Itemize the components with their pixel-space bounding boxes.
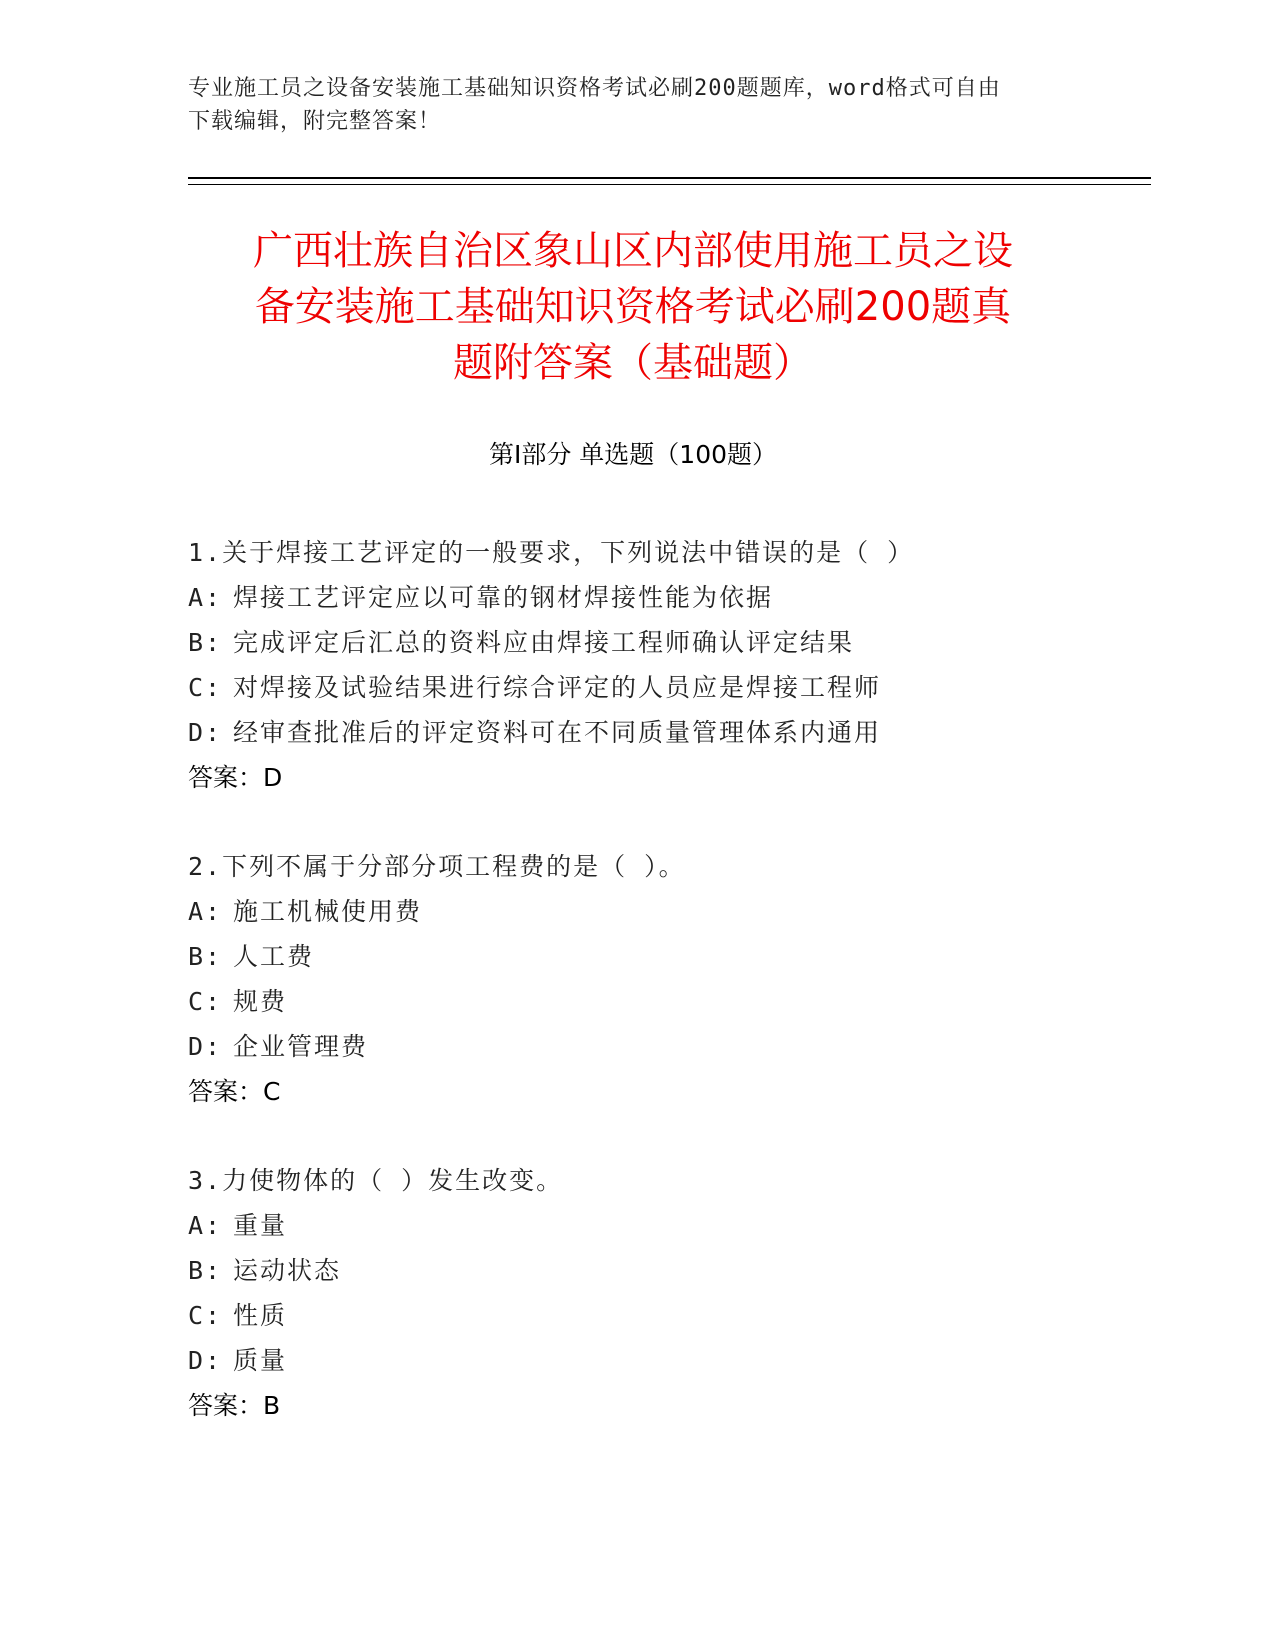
option-a <box>188 1203 1088 1248</box>
option-key: C: <box>188 987 223 1016</box>
option-key: D: <box>188 1032 223 1061</box>
option-b <box>188 1248 1088 1293</box>
option-key: D: <box>188 718 223 747</box>
option-text: 运动状态 <box>233 1256 342 1285</box>
option-text: 经审查批准后的评定资料可在不同质量管理体系内通用 <box>233 718 882 747</box>
option-key: B: <box>188 942 223 971</box>
document-title-line-2: 备安装施工基础知识资格考试必刷200题真 <box>254 284 1012 330</box>
option-d <box>188 710 1088 755</box>
option-text: 人工费 <box>233 942 315 971</box>
option-text: 完成评定后汇总的资料应由焊接工程师确认评定结果 <box>233 628 855 657</box>
question-stem: 2.下列不属于分部分项工程费的是（ ）。 <box>188 852 686 881</box>
option-text: 性质 <box>233 1301 288 1330</box>
question-list <box>188 530 1088 1472</box>
option-key: A: <box>188 583 223 612</box>
option-b <box>188 620 1088 665</box>
option-d <box>188 1338 1088 1383</box>
header-divider-thick <box>188 177 1151 179</box>
option-text: 施工机械使用费 <box>233 897 423 926</box>
header-note <box>188 72 1088 138</box>
option-text: 焊接工艺评定应以可靠的钢材焊接性能为依据 <box>233 583 774 612</box>
section-heading: 第I部分 单选题（100题） <box>488 440 778 469</box>
document-title-line-1: 广西壮族自治区象山区内部使用施工员之设 <box>253 228 1013 274</box>
header-note-line-2: 下载编辑，附完整答案！ <box>188 109 442 134</box>
header-divider-thin <box>188 184 1151 185</box>
option-c <box>188 1293 1088 1338</box>
question-stem: 3.力使物体的（ ）发生改变。 <box>188 1166 564 1195</box>
document-title <box>188 223 1078 391</box>
option-d <box>188 1024 1088 1069</box>
option-b <box>188 934 1088 979</box>
option-key: C: <box>188 673 223 702</box>
option-key: B: <box>188 1256 223 1285</box>
header-note-line-1: 专业施工员之设备安装施工基础知识资格考试必刷200题题库，word格式可自由 <box>188 76 1001 101</box>
question-1 <box>188 530 1088 800</box>
option-text: 质量 <box>233 1346 288 1375</box>
question-stem: 1.关于焊接工艺评定的一般要求，下列说法中错误的是（ ） <box>188 538 915 567</box>
answer: 答案：C <box>188 1077 281 1106</box>
option-key: D: <box>188 1346 223 1375</box>
option-c <box>188 979 1088 1024</box>
option-text: 重量 <box>233 1211 288 1240</box>
option-key: A: <box>188 1211 223 1240</box>
option-key: B: <box>188 628 223 657</box>
answer: 答案：D <box>188 763 283 792</box>
option-a <box>188 575 1088 620</box>
option-text: 规费 <box>233 987 288 1016</box>
answer: 答案：B <box>188 1391 281 1420</box>
option-text: 企业管理费 <box>233 1032 369 1061</box>
option-key: A: <box>188 897 223 926</box>
option-a <box>188 889 1088 934</box>
question-3 <box>188 1158 1088 1428</box>
question-2 <box>188 844 1088 1114</box>
document-title-line-3: 题附答案（基础题） <box>453 340 813 386</box>
option-c <box>188 665 1088 710</box>
option-text: 对焊接及试验结果进行综合评定的人员应是焊接工程师 <box>233 673 882 702</box>
option-key: C: <box>188 1301 223 1330</box>
